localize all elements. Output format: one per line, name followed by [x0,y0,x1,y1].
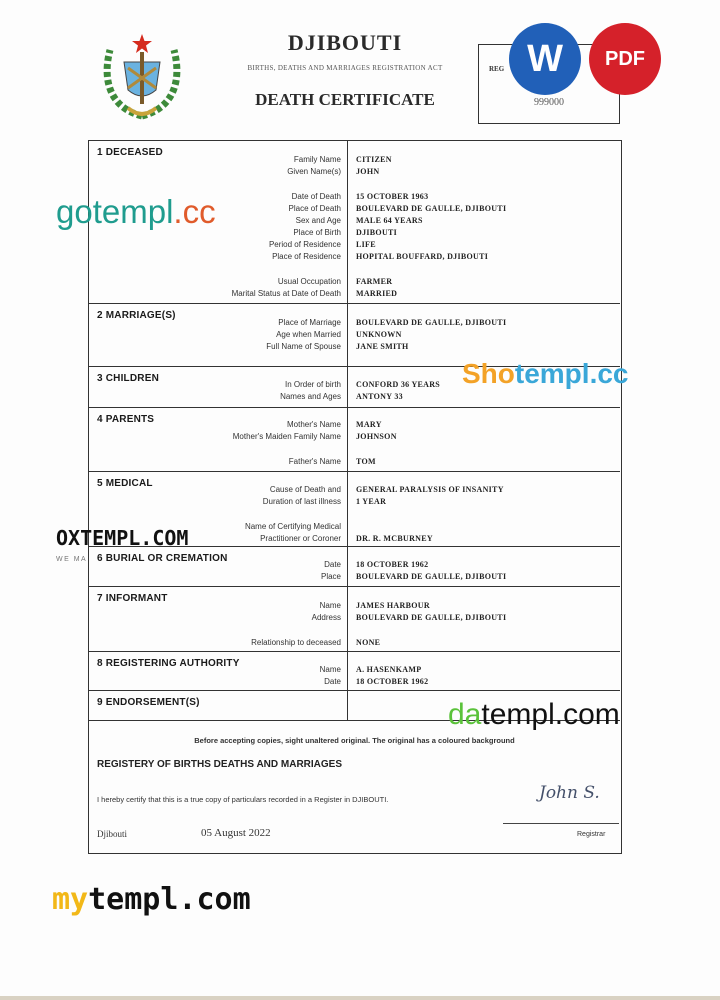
field-label: Duration of last illness [262,497,341,506]
field-row [89,318,620,330]
field-label: Name [319,601,341,610]
field-label: Marital Status at Date of Death [231,289,341,298]
field-row [89,277,620,289]
field-label: Practitioner or Coroner [260,534,341,543]
section-title: 5 MEDICAL [97,478,153,489]
certificate-form [88,140,622,854]
field-value: JANE SMITH [356,342,409,351]
section-registering-authority [89,652,620,691]
field-row [89,638,620,650]
watermark-text: gotempl [56,193,174,230]
field-value: UNKNOWN [356,330,402,339]
field-value: DR. R. MCBURNEY [356,534,433,543]
registration-act: BIRTHS, DEATHS AND MARRIAGES REGISTRATION ACT [247,64,443,72]
field-value: MALE 64 YEARS [356,216,423,225]
field-label: Relationship to deceased [251,638,341,647]
section-title: 3 CHILDREN [97,373,160,384]
field-value: 18 OCTOBER 1962 [356,677,429,686]
field-label: Date [324,560,341,569]
field-row [89,155,620,167]
field-value: MARRIED [356,289,398,298]
watermark-mytempl [52,882,251,917]
field-row [89,330,620,342]
watermark-oxtempl: OXTEMPL.COM [56,526,189,550]
watermark-oxtempl-tagline: WE MA [56,556,88,563]
field-value: ANTONY 33 [356,392,403,401]
field-label: Father's Name [288,457,341,466]
field-label: Date [324,677,341,686]
field-row [89,240,620,252]
field-label: Address [311,613,341,622]
watermark-text: my [52,882,89,917]
watermark-text: templ.com [481,698,620,731]
section-title: 9 ENDORSEMENT(S) [97,697,200,708]
field-row [89,665,620,677]
field-row [89,420,620,432]
section-informant [89,587,620,652]
field-value: CONFORD 36 YEARS [356,380,441,389]
field-label: Age when Married [276,330,341,339]
watermark-text: da [448,698,482,731]
field-label: In Order of birth [284,380,341,389]
watermark-gotempl [56,193,216,231]
certification-text: I hereby certify that this is a true copy of particulars recorded in a Register in DJIBOUTI. [97,795,389,804]
registrar-label: Registrar [577,831,606,838]
word-format-icon[interactable]: W [509,23,581,95]
field-row [89,392,620,404]
field-row [89,485,620,497]
field-value: LIFE [356,240,376,249]
field-value: 1 YEAR [356,497,387,506]
field-value: TOM [356,457,376,466]
section-parents [89,408,620,472]
field-label: Usual Occupation [277,277,341,286]
original-notice: Before accepting copies, sight unaltered original. The original has a coloured background [194,736,515,745]
watermark-text: .cc [173,193,216,230]
field-row [89,677,620,689]
field-value: FARMER [356,277,393,286]
section-title: 6 BURIAL OR CREMATION [97,553,228,564]
watermark-text: Sho [462,358,515,389]
pdf-format-icon[interactable]: PDF [589,23,661,95]
coat-of-arms-emblem [96,28,188,124]
field-value: DJIBOUTI [356,228,398,237]
registrar-signature: John S. [539,783,600,803]
field-label: Mother's Name [287,420,341,429]
field-label: Name [319,665,341,674]
section-title: 4 PARENTS [97,414,155,425]
field-row [89,613,620,625]
field-label: Period of Residence [268,240,341,249]
field-value: GENERAL PARALYSIS OF INSANITY [356,485,504,494]
field-label: Place [320,572,341,581]
section-title: 1 DECEASED [97,147,163,158]
field-value: CITIZEN [356,155,392,164]
field-value: JOHNSON [356,432,397,441]
country-name: DJIBOUTI [287,30,403,55]
field-label: Given Name(s) [287,167,341,176]
field-row [89,457,620,469]
section-burial [89,547,620,587]
issue-date: 05 August 2022 [201,827,271,839]
field-row [89,601,620,613]
field-label: Names and Ages [280,392,341,401]
watermark-datempl [448,698,620,732]
field-value: BOULEVARD DE GAULLE, DJIBOUTI [356,204,507,213]
field-label: Full Name of Spouse [266,342,341,351]
field-value: 15 OCTOBER 1963 [356,192,429,201]
field-value: BOULEVARD DE GAULLE, DJIBOUTI [356,318,507,327]
field-row [89,252,620,264]
field-row [89,289,620,301]
issue-place: Djibouti [97,829,128,839]
field-label: Name of Certifying Medical [244,522,341,531]
signature-line [503,823,619,824]
field-value: HOPITAL BOUFFARD, DJIBOUTI [356,252,489,261]
watermark-shotempl [462,358,629,390]
field-label: Place of Death [288,204,341,213]
field-label: Place of Birth [293,228,341,237]
registration-label: REG [489,65,505,73]
registry-title: REGISTERY OF BIRTHS DEATHS AND MARRIAGES [97,759,343,770]
field-row [89,342,620,354]
section-title: 2 MARRIAGE(S) [97,310,176,321]
section-title: 7 INFORMANT [97,593,168,604]
certificate-footer [89,721,620,853]
watermark-text: templ.com [88,882,251,917]
field-row [89,497,620,509]
watermark-text: templ.cc [514,358,629,389]
field-value: BOULEVARD DE GAULLE, DJIBOUTI [356,613,507,622]
registration-number: 999000 [534,97,564,108]
field-label: Family Name [293,155,341,164]
certificate-title: DEATH CERTIFICATE [255,90,435,109]
field-value: JAMES HARBOUR [356,601,430,610]
field-value: JOHN [356,167,380,176]
field-label: Mother's Maiden Family Name [232,432,341,441]
field-label: Date of Death [291,192,341,201]
field-label: Place of Residence [272,252,341,261]
field-value: MARY [356,420,382,429]
field-row [89,432,620,444]
section-title: 8 REGISTERING AUTHORITY [97,658,240,669]
field-row [89,167,620,179]
field-value: 18 OCTOBER 1962 [356,560,429,569]
field-label: Sex and Age [295,216,341,225]
field-row [89,560,620,572]
field-value: NONE [356,638,381,647]
field-row [89,572,620,584]
field-label: Cause of Death and [269,485,341,494]
field-value: A. HASENKAMP [356,665,422,674]
page-bottom-edge [0,996,720,1000]
field-label: Place of Marriage [278,318,341,327]
field-value: BOULEVARD DE GAULLE, DJIBOUTI [356,572,507,581]
